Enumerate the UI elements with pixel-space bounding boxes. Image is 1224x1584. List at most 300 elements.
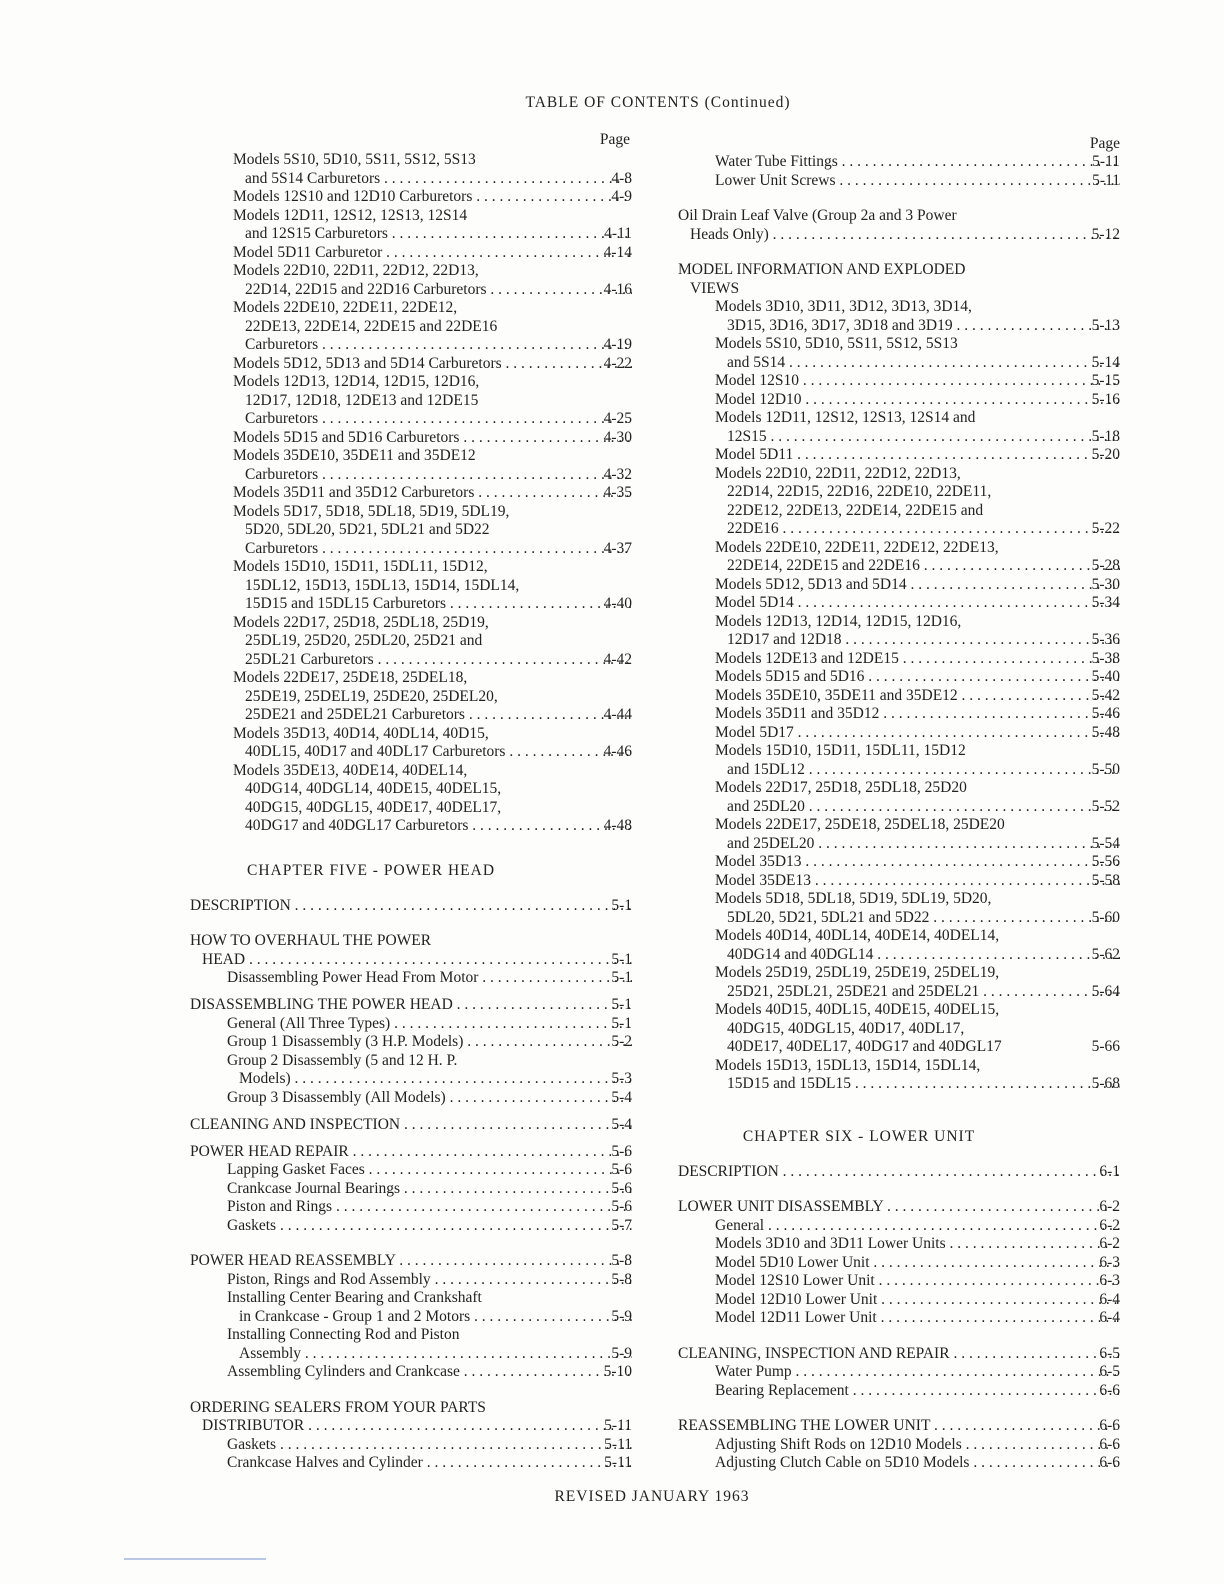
- toc-entry[interactable]: [190, 1289, 632, 1326]
- toc-entry[interactable]: [678, 298, 1120, 335]
- toc-entry[interactable]: [190, 932, 632, 969]
- toc-entry[interactable]: [678, 1345, 1120, 1364]
- toc-entry-line: Model 5D10 Lower Unit . . .: [678, 1254, 1120, 1273]
- toc-page-number: 6-6: [1099, 1417, 1120, 1434]
- toc-page-number: 5-9: [611, 1344, 632, 1362]
- toc-page-number: 6-4: [1099, 1309, 1120, 1326]
- toc-page-number: 4-9: [611, 188, 632, 205]
- toc-page-number: 4-48: [603, 817, 632, 834]
- toc-entry-line: 25D21, 25DL21, 25DE21 and 25DEL21 . . .: [678, 983, 1120, 1002]
- toc-entry-line: 25DE19, 25DEL19, 25DE20, 25DEL20,: [245, 687, 498, 705]
- toc-entry[interactable]: [678, 668, 1120, 687]
- toc-entry-line: 40DG14, 40DGL14, 40DE15, 40DEL15,: [245, 780, 502, 797]
- toc-page-number: 4-35: [603, 484, 632, 501]
- toc-entry-line: 22DE13, 22DE14, 22DE15 and 22DE16: [245, 317, 498, 335]
- toc-entry-line: Models 22DE10, 22DE11, 22DE12, 22DE13,: [715, 538, 999, 556]
- spacer: [678, 1400, 1120, 1417]
- toc-entry-line: Models 5D18, 5DL18, 5D19, 5DL19, 5D20,: [715, 890, 992, 907]
- toc-entry[interactable]: [190, 897, 632, 916]
- toc-page-number: 5-12: [1091, 225, 1120, 243]
- toc-entry[interactable]: [678, 391, 1120, 410]
- toc-entry-line: DESCRIPTION . . .: [190, 897, 632, 916]
- toc-entry-line: and 25DL20 . . .: [678, 798, 1120, 817]
- spacer: [190, 915, 632, 932]
- toc-entry-line: Models 22D10, 22D11, 22D12, 22D13,: [715, 464, 961, 482]
- toc-entry-line: General (All Three Types) . . .: [190, 1015, 632, 1034]
- toc-entry-line: Carburetors . . .: [190, 336, 632, 355]
- toc-entry[interactable]: [190, 1363, 632, 1382]
- toc-entry-line: Models 35D13, 40D14, 40DL14, 40D15,: [233, 724, 489, 742]
- toc-page-number: 5-30: [1091, 575, 1120, 593]
- toc-entry-line: Group 2 Disassembly (5 and 12 H. P.: [227, 1051, 458, 1069]
- toc-page-number: 5-20: [1091, 446, 1120, 463]
- toc-entry[interactable]: [190, 1116, 632, 1135]
- toc-entry[interactable]: [678, 964, 1120, 1001]
- toc-page-number: 5-4: [611, 1115, 632, 1133]
- toc-entry[interactable]: [190, 1252, 632, 1271]
- toc-entry-line: Carburetors . . .: [190, 410, 632, 429]
- toc-entry[interactable]: [678, 816, 1120, 853]
- toc-page-number: 5-62: [1091, 945, 1120, 963]
- toc-entry-line: Model 35DE13 . . .: [678, 872, 1120, 891]
- toc-entry[interactable]: [678, 872, 1120, 891]
- toc-entry-line: Models 15D10, 15D11, 15DL11, 15D12,: [233, 558, 488, 575]
- toc-entry[interactable]: [190, 188, 632, 207]
- toc-page-number: 5-28: [1091, 557, 1120, 574]
- toc-entry-line: Disassembling Power Head From Motor . . .: [190, 969, 632, 988]
- toc-page-number: 5-56: [1091, 853, 1120, 870]
- toc-page-number: 5-6: [611, 1161, 632, 1178]
- toc-entry[interactable]: [190, 1436, 632, 1455]
- right-entries: [678, 153, 1120, 1094]
- toc-entry-line: Models 25D19, 25DL19, 25DE19, 25DEL19,: [715, 964, 1000, 981]
- toc-entry[interactable]: [678, 172, 1120, 191]
- toc-page-number: 5-34: [1091, 594, 1120, 611]
- toc-page-number: 5-3: [611, 1070, 632, 1087]
- toc-entry-line: Models 12D13, 12D14, 12D15, 12D16,: [233, 373, 480, 390]
- toc-entry[interactable]: [678, 1436, 1120, 1455]
- toc-entry-line: Models 35DE10, 35DE11 and 35DE12 . . .: [678, 687, 1120, 706]
- toc-entry-line: and 15DL12 . . .: [678, 761, 1120, 780]
- toc-entry-line: Model 5D11 . . .: [678, 446, 1120, 465]
- toc-entry[interactable]: [190, 1271, 632, 1290]
- toc-page-number: 5-1: [611, 996, 632, 1013]
- toc-entry-line: Installing Center Bearing and Crankshaft: [227, 1289, 482, 1306]
- toc-page-number: 6-4: [1099, 1290, 1120, 1308]
- toc-entry[interactable]: [190, 558, 632, 614]
- toc-entry-line: 25DL21 Carburetors . . .: [190, 651, 632, 670]
- toc-page-number: 4-16: [603, 280, 632, 298]
- toc-page-number: 4-8: [611, 169, 632, 187]
- chapter-five-heading: CHAPTER FIVE - POWER HEAD: [246, 861, 496, 879]
- toc-entry-line: Models 22D17, 25D18, 25DL18, 25D20: [715, 779, 967, 796]
- toc-page-number: 6-6: [1099, 1381, 1120, 1399]
- toc-entry-line: and 25DEL20 . . .: [678, 835, 1120, 854]
- toc-entry[interactable]: [678, 705, 1120, 724]
- spacer: [190, 1107, 632, 1116]
- toc-page-number: 6-1: [1099, 1162, 1120, 1180]
- toc-page-number: 5-14: [1091, 353, 1120, 371]
- toc-entry[interactable]: [678, 1217, 1120, 1236]
- toc-page-number: 5-1: [611, 896, 632, 914]
- toc-entry[interactable]: [678, 1254, 1120, 1273]
- toc-page-number: 4-46: [603, 743, 632, 760]
- toc-page-number: 5-38: [1091, 649, 1120, 667]
- toc-entry[interactable]: [678, 446, 1120, 465]
- toc-entry-line: Models 35DE13, 40DE14, 40DEL14,: [233, 761, 468, 779]
- toc-entry-line: 12D17 and 12D18 . . .: [678, 631, 1120, 650]
- toc-page-number: 5-11: [604, 1417, 632, 1434]
- toc-entry[interactable]: [678, 1057, 1120, 1094]
- toc-entry-line: Lower Unit Screws . . .: [678, 172, 1120, 191]
- toc-page-number: 6-6: [1099, 1435, 1120, 1453]
- toc-page-number: 5-7: [611, 1216, 632, 1234]
- toc-page-number: 4-37: [603, 539, 632, 557]
- toc-entry[interactable]: [678, 539, 1120, 576]
- toc-entry[interactable]: [190, 725, 632, 762]
- toc-entry-line: 22DE16 . . .: [678, 520, 1120, 539]
- toc-page-number: 5-66: [1091, 1038, 1120, 1055]
- spacer: [190, 880, 632, 897]
- toc-entry-line: Models 15D13, 15DL13, 15D14, 15DL14,: [715, 1056, 981, 1074]
- toc-page-number: 5-11: [604, 1435, 632, 1453]
- chapter-five-entries: [190, 880, 632, 1473]
- toc-page-number: 5-58: [1091, 871, 1120, 889]
- toc-entry[interactable]: [678, 372, 1120, 391]
- toc-entry[interactable]: [678, 742, 1120, 779]
- toc-page-number: 4-14: [603, 243, 632, 261]
- toc-entry[interactable]: [190, 1198, 632, 1217]
- toc-entry-line: Models 35DE10, 35DE11 and 35DE12: [233, 447, 476, 464]
- toc-entry[interactable]: [190, 762, 632, 836]
- toc-entry-line: 22DE12, 22DE13, 22DE14, 22DE15 and: [727, 501, 984, 519]
- toc-entry-line: Heads Only) . . .: [678, 226, 1120, 245]
- toc-entry[interactable]: [678, 1198, 1120, 1217]
- toc-entry[interactable]: [190, 244, 632, 263]
- toc-entry-line: 25DL19, 25D20, 25DL20, 25D21 and: [245, 632, 483, 649]
- toc-entry-line: 22D14, 22D15 and 22D16 Carburetors . . .: [190, 281, 632, 300]
- toc-page-number: 5-46: [1091, 705, 1120, 722]
- toc-entry-line: Models 22DE17, 25DE18, 25DEL18,: [233, 669, 468, 686]
- toc-entry-line: Models 5D15 and 5D16 Carburetors . . .: [190, 429, 632, 448]
- toc-entry-line: Lapping Gasket Faces . . .: [190, 1161, 632, 1180]
- toc-entry[interactable]: [678, 890, 1120, 927]
- toc-entry[interactable]: [190, 1180, 632, 1199]
- toc-page-number: 5-1: [611, 969, 632, 986]
- toc-entry[interactable]: [190, 969, 632, 988]
- spacer: [678, 1146, 1120, 1163]
- toc-entry-line: Adjusting Clutch Cable on 5D10 Models . . .: [678, 1454, 1120, 1473]
- toc-entry[interactable]: [190, 614, 632, 670]
- toc-entry[interactable]: [678, 594, 1120, 613]
- toc-entry-line: Models 22D17, 25D18, 25DL18, 25D19,: [233, 613, 489, 631]
- spacer: [678, 244, 1120, 261]
- toc-entry-line: HOW TO OVERHAUL THE POWER: [190, 932, 432, 949]
- toc-page-number: 5-48: [1091, 723, 1120, 741]
- toc-entry-line: Models 5S10, 5D10, 5S11, 5S12, 5S13: [715, 335, 958, 352]
- toc-entry[interactable]: [190, 355, 632, 374]
- toc-entry[interactable]: [678, 153, 1120, 172]
- toc-entry-line: Models 12D11, 12S12, 12S13, 12S14: [233, 206, 468, 224]
- toc-entry-line: 25DE21 and 25DEL21 Carburetors . . .: [190, 706, 632, 725]
- toc-entry[interactable]: [190, 429, 632, 448]
- spacer: [678, 1181, 1120, 1198]
- toc-entry[interactable]: [190, 503, 632, 559]
- toc-page-number: 5-50: [1091, 760, 1120, 778]
- toc-entry[interactable]: [190, 484, 632, 503]
- page-title: TABLE OF CONTENTS (Continued): [525, 94, 791, 111]
- toc-entry[interactable]: [190, 1089, 632, 1108]
- toc-page-number: 6-2: [1099, 1235, 1120, 1252]
- toc-entry[interactable]: [190, 1143, 632, 1162]
- toc-entry-line: Models 35D11 and 35D12 Carburetors . . .: [190, 484, 632, 503]
- toc-entry-line: Models 12D11, 12S12, 12S13, 12S14 and: [715, 409, 976, 426]
- toc-entry-line: and 12S15 Carburetors . . .: [190, 225, 632, 244]
- spacer: [190, 1382, 632, 1399]
- toc-entry-line: Carburetors . . .: [190, 540, 632, 559]
- spacer: [678, 190, 1120, 207]
- toc-entry[interactable]: [678, 613, 1120, 650]
- toc-entry-line: Model 5D17 . . .: [678, 724, 1120, 743]
- toc-entry[interactable]: [190, 207, 632, 244]
- toc-entry-line: 5D20, 5DL20, 5D21, 5DL21 and 5D22: [245, 521, 490, 538]
- toc-entry-line: LOWER UNIT DISASSEMBLY . . .: [678, 1198, 1120, 1217]
- toc-page-number: 5-6: [611, 1142, 632, 1160]
- toc-page-number: 4-32: [603, 465, 632, 483]
- toc-page-number: 5-54: [1091, 834, 1120, 852]
- toc-entry[interactable]: [190, 996, 632, 1015]
- toc-entry[interactable]: [678, 853, 1120, 872]
- toc-entry[interactable]: [678, 576, 1120, 595]
- toc-entry-line: Model 12D11 Lower Unit . . .: [678, 1309, 1120, 1328]
- spacer: [678, 1328, 1120, 1345]
- toc-entry[interactable]: [190, 1052, 632, 1089]
- toc-entry[interactable]: [678, 687, 1120, 706]
- toc-entry[interactable]: [678, 1363, 1120, 1382]
- toc-page-number: 5-18: [1091, 427, 1120, 445]
- toc-entry-line: Models 40D15, 40DL15, 40DE15, 40DEL15,: [715, 1001, 1000, 1018]
- toc-entry[interactable]: [190, 669, 632, 725]
- toc-entry-line: 40DG15, 40DGL15, 40D17, 40DL17,: [727, 1019, 965, 1037]
- toc-entry-line: Models 5D12, 5D13 and 5D14 . . .: [678, 576, 1120, 595]
- toc-entry-line: Model 12S10 Lower Unit . . .: [678, 1272, 1120, 1291]
- toc-entry[interactable]: [678, 1235, 1120, 1254]
- toc-entry[interactable]: [678, 1291, 1120, 1310]
- toc-page-number: 5-11: [1092, 171, 1120, 189]
- toc-entry[interactable]: [678, 207, 1120, 244]
- toc-entry-line: Model 35D13 . . .: [678, 853, 1120, 872]
- toc-page-number: 5-64: [1091, 982, 1120, 1000]
- toc-page-number: 5-6: [611, 1179, 632, 1197]
- toc-entry-line: HEAD . . .: [190, 951, 632, 970]
- toc-entry-line: Gaskets . . .: [190, 1436, 632, 1455]
- toc-entry[interactable]: [190, 373, 632, 429]
- toc-entry-line: DESCRIPTION . . .: [678, 1163, 1120, 1182]
- toc-entry-line: Gaskets . . .: [190, 1217, 632, 1236]
- toc-entry[interactable]: [678, 1309, 1120, 1328]
- toc-entry[interactable]: [190, 1161, 632, 1180]
- toc-entry-line: Water Pump . . .: [678, 1363, 1120, 1382]
- toc-entry-line: Models 12D13, 12D14, 12D15, 12D16,: [715, 612, 962, 630]
- toc-entry[interactable]: [678, 650, 1120, 669]
- toc-entry-line: Models 5S10, 5D10, 5S11, 5S12, 5S13: [233, 151, 476, 168]
- toc-entry-line: CLEANING AND INSPECTION . . .: [190, 1116, 632, 1135]
- toc-entry-line: 22DE14, 22DE15 and 22DE16 . . .: [678, 557, 1120, 576]
- toc-entry-line: Bearing Replacement . . .: [678, 1382, 1120, 1401]
- toc-page-number: 5-36: [1091, 631, 1120, 648]
- toc-entry-line: MODEL INFORMATION AND EXPLODED: [678, 261, 966, 278]
- toc-entry-line: 12S15 . . .: [678, 428, 1120, 447]
- right-page-header: Page: [1089, 135, 1120, 152]
- toc-entry-line: Carburetors . . .: [190, 466, 632, 485]
- toc-entry[interactable]: [678, 927, 1120, 964]
- toc-page-number: 5-6: [611, 1198, 632, 1215]
- left-entries: [190, 151, 632, 836]
- toc-entry-line: 15D15 and 15DL15 . . .: [678, 1075, 1120, 1094]
- toc-entry-line: 40DG15, 40DGL15, 40DE17, 40DEL17,: [245, 798, 502, 816]
- toc-page-number: 5-52: [1091, 797, 1120, 815]
- toc-entry-line: Models 3D10 and 3D11 Lower Units . . .: [678, 1235, 1120, 1254]
- toc-entry-line: Models 15D10, 15D11, 15DL11, 15D12: [715, 742, 966, 759]
- toc-entry-line: Oil Drain Leaf Valve (Group 2a and 3 Power: [678, 207, 957, 224]
- toc-entry-line: Models 5D17, 5D18, 5DL18, 5D19, 5DL19,: [233, 502, 510, 520]
- toc-entry[interactable]: [678, 1382, 1120, 1401]
- toc-entry-line: POWER HEAD REASSEMBLY . . .: [190, 1252, 632, 1271]
- toc-entry-line: and 5S14 . . .: [678, 354, 1120, 373]
- toc-entry-line: in Crankcase - Group 1 and 2 Motors . . .: [190, 1308, 632, 1327]
- toc-page-number: 5-10: [603, 1363, 632, 1380]
- toc-entry[interactable]: [678, 335, 1120, 372]
- toc-page-number: 4-30: [603, 428, 632, 446]
- toc-page-number: 4-19: [603, 336, 632, 353]
- toc-page-number: 6-6: [1099, 1454, 1120, 1471]
- toc-entry[interactable]: [678, 465, 1120, 539]
- toc-page-number: 4-40: [603, 595, 632, 612]
- toc-entry-line: Models 12DE13 and 12DE15 . . .: [678, 650, 1120, 669]
- toc-entry[interactable]: [678, 261, 1120, 298]
- toc-page-number: 5-2: [611, 1033, 632, 1050]
- toc-entry-line: Crankcase Journal Bearings . . .: [190, 1180, 632, 1199]
- toc-entry-line: Installing Connecting Rod and Piston: [227, 1326, 460, 1343]
- toc-entry-line: Models 22DE17, 25DE18, 25DEL18, 25DE20: [715, 816, 1005, 833]
- toc-entry-line: VIEWS: [690, 279, 740, 297]
- left-column: [190, 131, 632, 1473]
- toc-entry-line: Assembling Cylinders and Crankcase . . .: [190, 1363, 632, 1382]
- toc-entry[interactable]: [678, 724, 1120, 743]
- toc-page-number: 5-16: [1091, 390, 1120, 408]
- toc-page-number: 5-4: [611, 1088, 632, 1106]
- toc-page-number: 5-1: [611, 950, 632, 968]
- toc-entry[interactable]: [190, 1033, 632, 1052]
- toc-entry[interactable]: [190, 1015, 632, 1034]
- toc-entry[interactable]: [190, 262, 632, 299]
- toc-entry-line: Models 5D15 and 5D16 . . .: [678, 668, 1120, 687]
- toc-entry[interactable]: [678, 1001, 1120, 1057]
- toc-page-number: 6-2: [1099, 1198, 1120, 1215]
- toc-entry-line: 5DL20, 5D21, 5DL21 and 5D22 . . .: [678, 909, 1120, 928]
- toc-entry-line: Model 12S10 . . .: [678, 372, 1120, 391]
- toc-page-number: 5-1: [611, 1014, 632, 1032]
- toc-entry-line: Model 12D10 . . .: [678, 391, 1120, 410]
- chapter-six-entries: [678, 1146, 1120, 1473]
- toc-entry[interactable]: [190, 1399, 632, 1436]
- toc-entry-line: Model 5D14 . . .: [678, 594, 1120, 613]
- toc-page-number: 5-15: [1091, 372, 1120, 389]
- toc-entry[interactable]: [678, 1163, 1120, 1182]
- toc-entry[interactable]: [678, 1272, 1120, 1291]
- chapter-six-heading: CHAPTER SIX - LOWER UNIT: [742, 1127, 976, 1145]
- toc-page-number: 5-11: [1092, 153, 1120, 170]
- toc-entry-line: REASSEMBLING THE LOWER UNIT . . .: [678, 1417, 1120, 1436]
- toc-entry-line: Models 22D10, 22D11, 22D12, 22D13,: [233, 262, 479, 279]
- toc-page-number: 6-5: [1099, 1363, 1120, 1380]
- toc-page-number: 5-68: [1091, 1075, 1120, 1092]
- spacer: [190, 1235, 632, 1252]
- toc-entry-line: 40DE17, 40DEL17, 40DG17 and 40DGL17: [727, 1038, 1002, 1055]
- toc-entry-line: 15DL12, 15D13, 15DL13, 15D14, 15DL14,: [245, 576, 520, 594]
- toc-entry[interactable]: [678, 1454, 1120, 1473]
- toc-entry-line: Models 3D10, 3D11, 3D12, 3D13, 3D14,: [715, 298, 972, 315]
- toc-entry-line: General . . .: [678, 1217, 1120, 1236]
- toc-entry[interactable]: [190, 151, 632, 188]
- toc-page-number: 5-13: [1091, 316, 1120, 334]
- toc-entry-line: Models 5D12, 5D13 and 5D14 Carburetors . . .: [190, 355, 632, 374]
- blue-underline-mark: [124, 1558, 266, 1560]
- toc-entry-line: Models) . . .: [190, 1070, 632, 1089]
- toc-entry-line: Model 5D11 Carburetor . . .: [190, 244, 632, 263]
- toc-entry-line: DISASSEMBLING THE POWER HEAD . . .: [190, 996, 632, 1015]
- spacer: [190, 1134, 632, 1143]
- toc-entry[interactable]: [190, 447, 632, 484]
- toc-entry[interactable]: [190, 1454, 632, 1473]
- toc-page-number: 4-22: [603, 354, 632, 372]
- toc-entry-line: Models 40D14, 40DL14, 40DE14, 40DEL14,: [715, 927, 1000, 944]
- toc-entry-line: Group 3 Disassembly (All Models) . . .: [190, 1089, 632, 1108]
- revision-footer: REVISED JANUARY 1963: [554, 1488, 750, 1505]
- toc-page-number: 6-2: [1099, 1216, 1120, 1234]
- toc-entry-line: Water Tube Fittings . . .: [678, 153, 1120, 172]
- toc-entry-line: Models 22DE10, 22DE11, 22DE12,: [233, 299, 458, 316]
- toc-entry-line: Models 12S10 and 12D10 Carburetors . . .: [190, 188, 632, 207]
- left-page-header: Page: [599, 131, 630, 148]
- toc-entry[interactable]: [190, 299, 632, 355]
- toc-entry-line: 15D15 and 15DL15 Carburetors . . .: [190, 595, 632, 614]
- toc-page-number: 6-3: [1099, 1272, 1120, 1289]
- toc-entry-line: Assembly . . .: [190, 1345, 632, 1364]
- toc-page-number: 5-8: [611, 1270, 632, 1288]
- toc-page-number: 4-44: [603, 706, 632, 723]
- toc-entry[interactable]: [678, 409, 1120, 446]
- toc-entry[interactable]: [678, 1417, 1120, 1436]
- toc-entry-line: Model 12D10 Lower Unit . . .: [678, 1291, 1120, 1310]
- toc-entry-line: 40DG14 and 40DGL14 . . .: [678, 946, 1120, 965]
- toc-entry-line: 22D14, 22D15, 22D16, 22DE10, 22DE11,: [727, 483, 992, 500]
- toc-page-number: 5-8: [611, 1252, 632, 1269]
- toc-entry-line: Crankcase Halves and Cylinder . . .: [190, 1454, 632, 1473]
- toc-entry-line: 40DG17 and 40DGL17 Carburetors . . .: [190, 817, 632, 836]
- toc-entry-line: Piston and Rings . . .: [190, 1198, 632, 1217]
- toc-entry-line: ORDERING SEALERS FROM YOUR PARTS: [190, 1398, 486, 1416]
- toc-page-number: 4-11: [604, 225, 632, 242]
- toc-entry-line: 3D15, 3D16, 3D17, 3D18 and 3D19 . . .: [678, 317, 1120, 336]
- toc-entry[interactable]: [678, 779, 1120, 816]
- toc-entry[interactable]: [190, 1217, 632, 1236]
- toc-page-number: 4-42: [603, 650, 632, 668]
- toc-entry[interactable]: [190, 1326, 632, 1363]
- toc-entry-line: Group 1 Disassembly (3 H.P. Models) . . .: [190, 1033, 632, 1052]
- toc-entry-line: Piston, Rings and Rod Assembly . . .: [190, 1271, 632, 1290]
- spacer: [190, 988, 632, 997]
